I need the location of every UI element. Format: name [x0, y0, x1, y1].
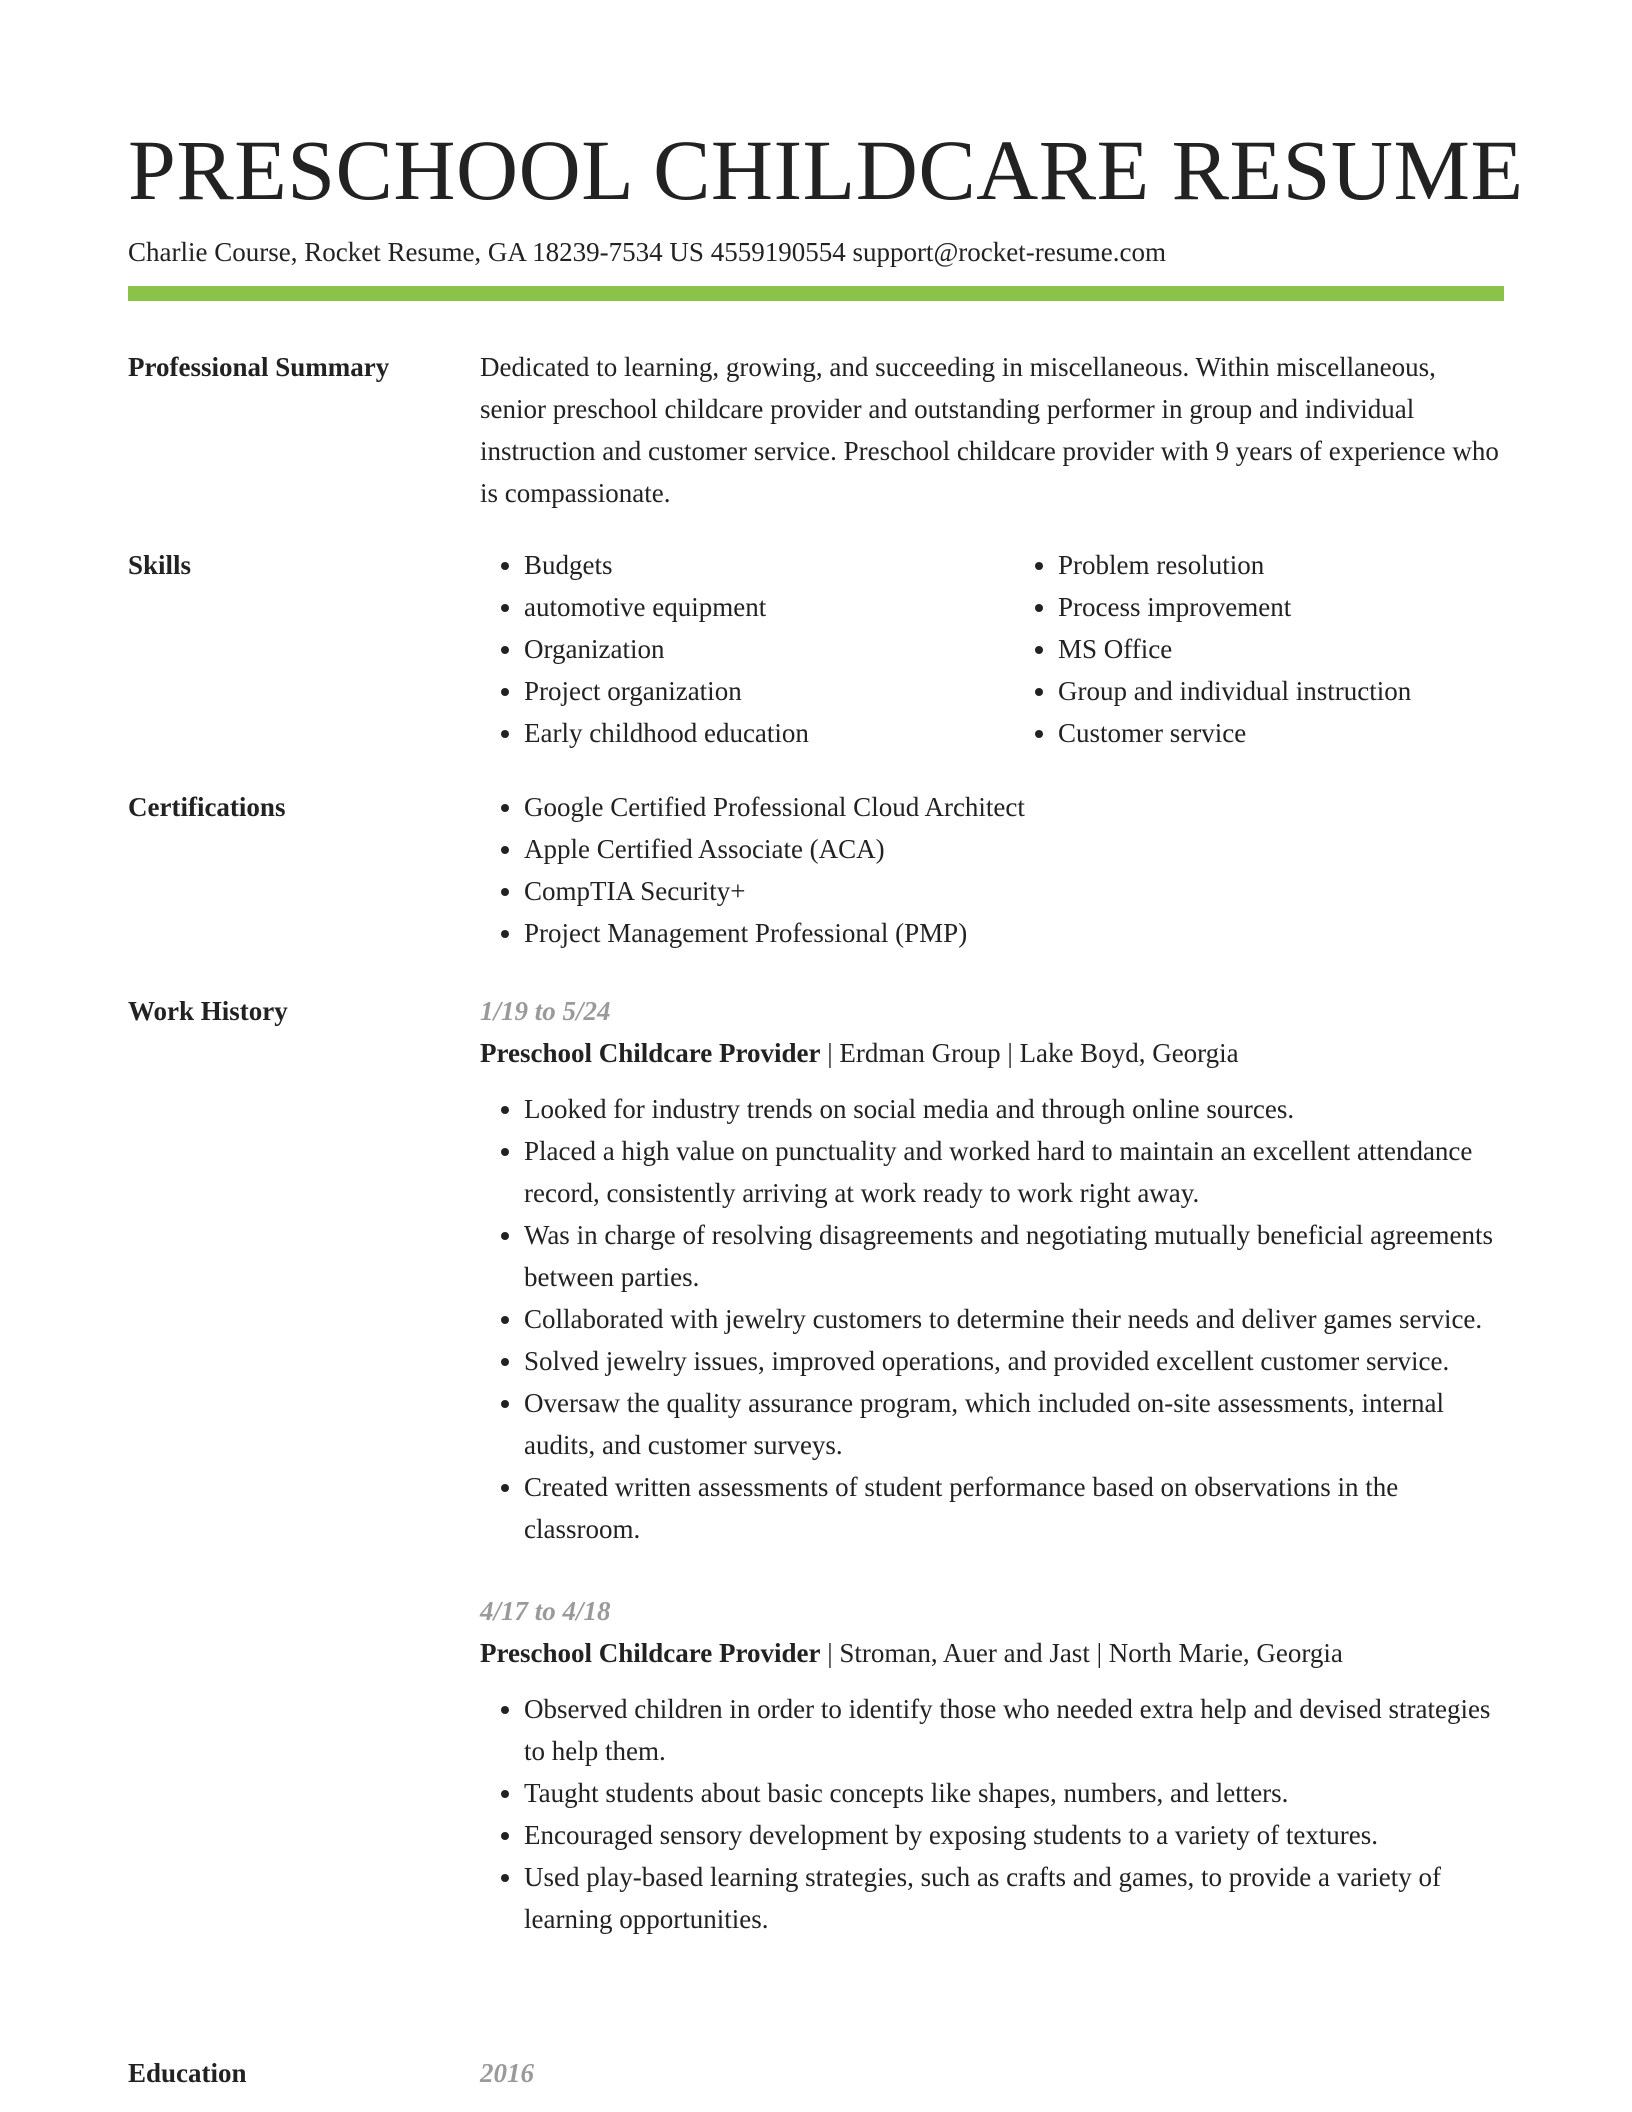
- job-bullet: • Observed children in order to identify those who needed extra help and devised strategies to help them.: [524, 1688, 1504, 1772]
- job-bullet: • Taught students about basic concepts like shapes, numbers, and letters.: [524, 1772, 1504, 1814]
- job-bullet: • Solved jewelry issues, improved operations, and provided excellent customer service.: [524, 1340, 1504, 1382]
- education-body: [480, 2052, 1504, 2094]
- job-bullet: • Encouraged sensory development by exposing students to a variety of textures.: [524, 1814, 1504, 1856]
- job-dates: 1/19 to 5/24: [480, 996, 611, 1026]
- summary-text: Dedicated to learning, growing, and succeeding in miscellaneous. Within miscellaneous, senior preschool childcare provider and outstanding performer in group and individual instruction and customer service. Preschool childcare provider with 9 years of experience who is compassionate.: [480, 352, 1499, 508]
- resume-header: [128, 118, 1524, 270]
- skill-item: • Process improvement: [1058, 586, 1504, 628]
- skill-item: • MS Office: [1058, 628, 1504, 670]
- contact-info: Charlie Course, Rocket Resume, GA 18239-7534 US 4559190554 support@rocket-resume.com: [128, 237, 1166, 267]
- job-bullet: • Oversaw the quality assurance program, which included on-site assessments, internal audits, and customer surveys.: [524, 1382, 1504, 1466]
- job-details: | Erdman Group | Lake Boyd, Georgia: [820, 1038, 1239, 1068]
- skill-item: • Organization: [524, 628, 970, 670]
- job-title: Preschool Childcare Provider: [480, 1038, 821, 1068]
- skill-item: • Customer service: [1058, 712, 1504, 754]
- job-entry: [480, 990, 1504, 1550]
- job-bullets: [480, 1688, 1504, 1940]
- work-history-body: [480, 990, 1504, 1940]
- certification-item: • CompTIA Security+: [524, 870, 1504, 912]
- job-bullet: • Was in charge of resolving disagreements and negotiating mutually beneficial agreements between parties.: [524, 1214, 1504, 1298]
- job-dates: 4/17 to 4/18: [480, 1596, 611, 1626]
- job-bullet: • Looked for industry trends on social media and through online sources.: [524, 1088, 1504, 1130]
- job-bullets: [480, 1088, 1504, 1550]
- skills-column-1: [480, 544, 970, 754]
- certifications-list: [480, 786, 1504, 954]
- job-bullet: • Created written assessments of student performance based on observations in the classroom.: [524, 1466, 1504, 1550]
- summary-body: [480, 346, 1504, 514]
- job-title: Preschool Childcare Provider: [480, 1638, 821, 1668]
- skill-item: • Group and individual instruction: [1058, 670, 1504, 712]
- section-label-skills: Skills: [128, 550, 192, 580]
- job-entry: [480, 1590, 1504, 1940]
- skill-item: • Early childhood education: [524, 712, 970, 754]
- education-date: 2016: [480, 2058, 534, 2088]
- accent-divider: [128, 286, 1504, 301]
- section-label-certifications: Certifications: [128, 792, 286, 822]
- job-details: | Stroman, Auer and Jast | North Marie, Georgia: [820, 1638, 1343, 1668]
- job-heading: [480, 1632, 1504, 1674]
- skill-item: • Problem resolution: [1058, 544, 1504, 586]
- job-bullet: • Used play-based learning strategies, such as crafts and games, to provide a variety of learning opportunities.: [524, 1856, 1504, 1940]
- skill-item: • Budgets: [524, 544, 970, 586]
- certification-item: • Project Management Professional (PMP): [524, 912, 1504, 954]
- resume-title: PRESCHOOL CHILDCARE RESUME: [128, 122, 1524, 218]
- job-heading: [480, 1032, 1504, 1074]
- certification-item: • Google Certified Professional Cloud Architect: [524, 786, 1504, 828]
- certifications-body: [480, 786, 1504, 954]
- section-label-summary: Professional Summary: [128, 352, 390, 382]
- skills-body: [480, 544, 1504, 754]
- section-label-education: Education: [128, 2058, 247, 2088]
- skill-item: • Project organization: [524, 670, 970, 712]
- skills-column-2: [1014, 544, 1504, 754]
- section-label-work-history: Work History: [128, 996, 288, 1026]
- skill-item: • automotive equipment: [524, 586, 970, 628]
- certification-item: • Apple Certified Associate (ACA): [524, 828, 1504, 870]
- job-bullet: • Placed a high value on punctuality and worked hard to maintain an excellent attendance record, consistently arriving at work ready to work right away.: [524, 1130, 1504, 1214]
- job-bullet: • Collaborated with jewelry customers to determine their needs and deliver games service.: [524, 1298, 1504, 1340]
